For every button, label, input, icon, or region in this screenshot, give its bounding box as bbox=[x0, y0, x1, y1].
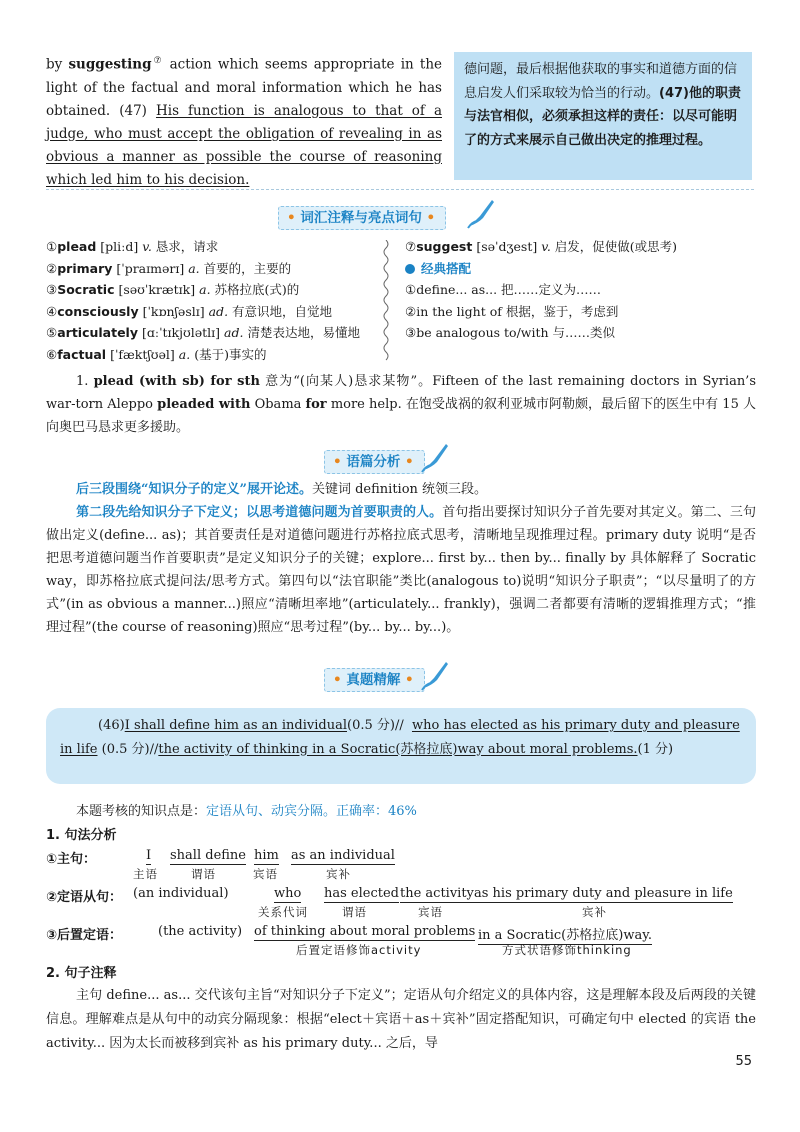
syntax-tag: 主语 bbox=[133, 867, 158, 881]
syntax-tag: 宾语 bbox=[253, 867, 278, 881]
row-label: ③后置定语： bbox=[46, 928, 123, 943]
wavy-divider bbox=[381, 240, 391, 364]
syntax-token: in a Socratic(苏格拉底)way. bbox=[478, 924, 652, 945]
collocation-item: ①define... as... 把……定义为…… bbox=[405, 282, 602, 297]
page-number: 55 bbox=[735, 1054, 752, 1069]
banner-vocab: • 词汇注释与亮点词句 • bbox=[278, 206, 446, 230]
vocab-item: ②primary [ˈpraɪmərɪ] a. 首要的，主要的 bbox=[46, 260, 292, 276]
section-heading-syntax: 1. 句法分析 bbox=[46, 828, 117, 843]
syntax-tag: 宾补 bbox=[326, 867, 351, 881]
banner-exam: • 真题精解 • bbox=[324, 668, 425, 692]
brush-icon bbox=[420, 440, 450, 474]
usage-note: 1. plead (with sb) for sth 意为“(向某人)恳求某物”。Fifteen of the last remaining doctors in Syrian’s war-torn Aleppo pleaded with Obama for more help. 在饱受战祸的叙利亚城市阿勒颇，最后留下的医生中有 15 人向奥巴马恳求更多援助。 bbox=[46, 374, 756, 435]
translation-box: 德问题，最后根据他获取的事实和道德方面的信息启发人们采取较为恰当的行动。(47)他的职责与法官相似，必须承担这样的责任：以尽可能明了的方式来展示自己做出决定的推理过程。 bbox=[454, 52, 752, 180]
sentence-note: 主句 define... as... 交代该句主旨“对知识分子下定义”；定语从句介绍定义的具体内容，这是理解本段及后两段的关键信息。理解难点是从句中的动宾分隔现象：根据“elect＋宾语＋as＋宾补”固定搭配知识，可确定句中 elected 的宾语 the activity... 因为太长而被移到宾补 as his primary duty... 之后，导 bbox=[46, 988, 756, 1051]
antecedent: (an individual) bbox=[133, 886, 229, 901]
syntax-token: I bbox=[146, 848, 152, 863]
knowledge-points: 本题考核的知识点是：定语从句、动宾分隔。正确率：46% bbox=[76, 804, 417, 819]
section-divider bbox=[46, 189, 754, 190]
collocation-item: ②in the light of 根据，鉴于，考虑到 bbox=[405, 303, 619, 319]
syntax-token: who bbox=[274, 886, 302, 901]
brush-icon bbox=[420, 658, 450, 692]
syntax-tag: 谓语 bbox=[342, 905, 367, 919]
section-heading-notes: 2. 句子注释 bbox=[46, 966, 117, 981]
row-label: ①主句： bbox=[46, 852, 97, 867]
vocab-item: ④consciously [ˈkɒnʃəslɪ] ad. 有意识地，自觉地 bbox=[46, 303, 333, 319]
vocab-list-left bbox=[46, 236, 386, 365]
discourse-paragraph-1: 后三段围绕“知识分子的定义”展开论述。关键词 definition 统领三段。 bbox=[76, 482, 488, 497]
passage-excerpt: by suggesting⑦ action which seems appropriate in the light of the factual and moral information which he has obtained. (47) His function is analogous to that of a judge, who must accept the obligation of revealing in as obvious a manner as possible the course of reasoning which led him to his decision. bbox=[46, 56, 442, 188]
syntax-tag: 谓语 bbox=[191, 867, 216, 881]
collocation-item: ③be analogous to/with 与……类似 bbox=[405, 325, 616, 340]
banner-discourse: • 语篇分析 • bbox=[324, 450, 425, 474]
discourse-paragraph-2: 第二段先给知识分子下定义；以思考道德问题为首要职责的人。首句指出要探讨知识分子首先要对其定义。第二、三句做出定义(define... as)；其首要责任是对道德问题进行苏格拉底式思考，清晰地呈现推理过程。primary duty 说明“是否把思考道德问题当作首要职责”是定义知识分子的关键；explore... first by... then by... finally by 具体解释了 Socratic way，即苏格拉底式提问法/思考方式。第四句以“法官职能”类比(analogous to)说明“知识分子职责”；“以尽量明了的方式”(in as obvious a manner...)照应“清晰坦率地”(articulately... frankly)，强调二者都要有清晰的逻辑推理方式；“推理过程”(the course of reasoning)照应“思考过程”(by... by... by...)。 bbox=[46, 505, 756, 635]
syntax-token: as his primary duty and pleasure in life bbox=[474, 886, 733, 901]
syntax-tag: 宾补 bbox=[582, 905, 607, 919]
brush-icon bbox=[466, 196, 496, 230]
antecedent: (the activity) bbox=[158, 924, 243, 939]
vocab-item: ⑥factual [ˈfæktʃʊəl] a. (基于)事实的 bbox=[46, 346, 267, 362]
syntax-token: has elected bbox=[324, 886, 399, 901]
question-46-box: (46)I shall define him as an individual(0.5 分)// who has elected as his primary duty and pleasure in life (0.5 分)//the activity of thinking in a Socratic(苏格拉底)way about moral problems.(1 分) bbox=[46, 708, 756, 784]
vocab-item: ⑤articulately [ɑːˈtɪkjʊlətlɪ] ad. 清楚表达地，易懂地 bbox=[46, 325, 360, 340]
syntax-token: as an individual bbox=[291, 848, 395, 863]
keyword-suggesting: suggesting bbox=[68, 56, 152, 73]
vocab-item: ③Socratic [səʊˈkrætɪk] a. 苏格拉底(式)的 bbox=[46, 282, 300, 297]
row-label: ②定语从句： bbox=[46, 890, 123, 905]
syntax-token: of thinking about moral problems bbox=[254, 924, 476, 939]
syntax-tag: 方式状语修饰thinking bbox=[502, 943, 632, 957]
underlined-sentence-47: His function is analogous to that of a judge, who must accept the obligation of revealing in as obvious a manner as possible the course of reasoning which led him to his decision. bbox=[46, 102, 442, 188]
syntax-tag: 宾语 bbox=[418, 905, 443, 919]
syntax-token: him bbox=[254, 848, 279, 863]
syntax-token: shall define bbox=[170, 848, 246, 863]
bullet-icon bbox=[405, 264, 415, 274]
vocab-item: ⑦suggest [səˈdʒest] v. 启发，促使做(或思考) bbox=[405, 239, 678, 254]
vocab-item: ①plead [pliːd] v. 恳求，请求 bbox=[46, 239, 219, 254]
collocation-heading: 经典搭配 bbox=[405, 258, 755, 280]
vocab-list-right bbox=[405, 236, 755, 344]
syntax-tag: 关系代词 bbox=[258, 905, 308, 919]
syntax-token: the activity bbox=[400, 886, 474, 901]
syntax-tag: 后置定语修饰activity bbox=[296, 943, 422, 957]
